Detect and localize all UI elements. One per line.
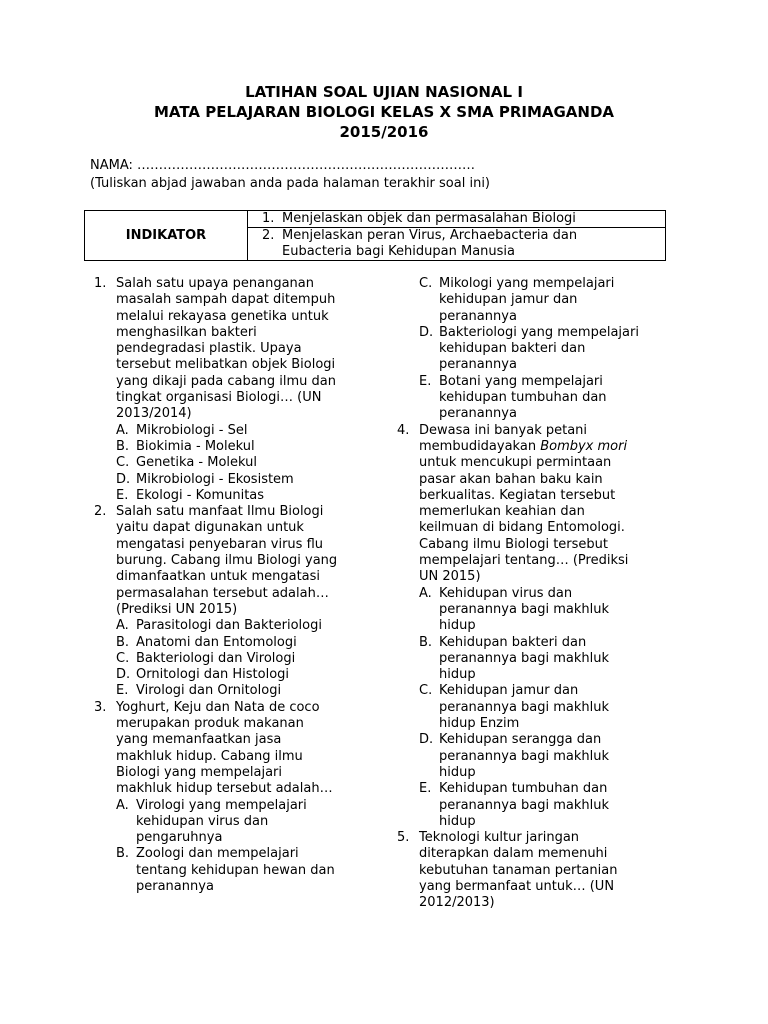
option-text: Biokimia - Molekul: [136, 438, 255, 454]
option-text: Kehidupan bakteri dan: [439, 634, 587, 650]
option-letter: E.: [116, 683, 129, 699]
option-text: Botani yang mempelajari: [439, 373, 603, 389]
option-letter: C.: [116, 650, 130, 666]
question-text: Yoghurt, Keju dan Nata de coco: [116, 699, 320, 715]
option-text: Ornitologi dan Histologi: [136, 667, 290, 683]
answer-option: [116, 439, 386, 455]
question-text: Cabang ilmu Biologi tersebut: [419, 536, 608, 552]
option-text: peranannya bagi makhluk: [439, 601, 610, 617]
option-text: Anatomi dan Entomologi: [136, 634, 297, 650]
indicator-item-1: [248, 211, 666, 228]
option-text: peranannya bagi makhluk: [439, 748, 610, 764]
question-text: 2013/2014): [116, 406, 192, 422]
option-letter: A.: [116, 422, 129, 438]
option-letter: D.: [116, 667, 131, 683]
option-letter: A.: [116, 797, 129, 813]
option-letter: E.: [116, 487, 129, 503]
answer-option: [116, 635, 386, 651]
answer-option: [419, 325, 687, 374]
question-text: (Prediksi UN 2015): [116, 601, 238, 617]
question-text: tingkat organisasi Biologi… (UN: [116, 390, 322, 406]
option-letter: B.: [116, 634, 130, 650]
question-number: 3.: [94, 699, 107, 715]
question-text: untuk mencukupi permintaan: [419, 455, 612, 471]
option-letter: D.: [419, 324, 434, 340]
question-text: Biologi yang mempelajari: [116, 764, 283, 780]
question-text: dimanfaatkan untuk mengatasi: [116, 569, 321, 585]
question-text: kebutuhan tanaman pertanian: [419, 862, 618, 878]
option-text: Ekologi - Komunitas: [136, 487, 265, 503]
question-4: [397, 423, 687, 830]
answer-option: [116, 798, 386, 847]
question-text: 2012/2013): [419, 895, 495, 911]
answer-option: [419, 635, 687, 684]
question-text: tersebut melibatkan objek Biologi: [116, 357, 336, 373]
question-1: [94, 276, 386, 504]
answer-option: [116, 683, 386, 699]
document-year: 2015/2016: [339, 123, 429, 141]
option-text: peranannya: [136, 878, 214, 894]
question-text: yang memanfaatkan jasa: [116, 732, 282, 748]
question-2: [94, 504, 386, 700]
question-number: 5.: [397, 830, 410, 846]
question-text: mempelajari tentang… (Prediksi: [419, 553, 629, 569]
answer-option: [116, 423, 386, 439]
option-text: peranannya: [439, 357, 517, 373]
option-text: peranannya bagi makhluk: [439, 650, 610, 666]
answer-option: [419, 374, 687, 423]
question-text: pendegradasi plastik. Upaya: [116, 341, 302, 357]
question-text: masalah sampah dapat ditempuh: [116, 292, 336, 308]
question-text: Teknologi kultur jaringan: [419, 830, 580, 846]
option-letter: C.: [116, 455, 130, 471]
question-text: keilmuan di bidang Entomologi.: [419, 520, 625, 536]
option-letter: E.: [419, 373, 432, 389]
option-text: Kehidupan virus dan: [439, 585, 573, 601]
question-text: permasalahan tersebut adalah…: [116, 585, 329, 601]
question-text: diterapkan dalam memenuhi: [419, 846, 608, 862]
indicator-item-text: Menjelaskan peran Virus, Archaebacteria dan: [282, 228, 578, 243]
option-text: kehidupan tumbuhan dan: [439, 390, 607, 406]
option-letter: D.: [419, 732, 434, 748]
option-text: Zoologi dan mempelajari: [136, 846, 299, 862]
question-text: Salah satu manfaat Ilmu Biologi: [116, 504, 324, 520]
question-3-continued: [397, 276, 687, 423]
instruction-text: (Tuliskan abjad jawaban anda pada halaman terakhir soal ini): [90, 176, 491, 191]
question-number: 4.: [397, 422, 410, 438]
answer-option: [116, 455, 386, 471]
indicator-label: INDIKATOR: [85, 211, 248, 261]
question-text: memerlukan keahian dan: [419, 504, 585, 520]
option-text: Mikrobiologi - Ekosistem: [136, 471, 294, 487]
question-text: mengatasi penyebaran virus flu: [116, 536, 324, 552]
option-text: hidup: [439, 618, 476, 634]
question-number: 2.: [94, 504, 107, 520]
indicator-item-number: 1.: [262, 211, 275, 226]
option-letter: E.: [419, 781, 432, 797]
option-letter: B.: [419, 634, 433, 650]
question-text: pasar akan bahan baku kain: [419, 471, 603, 487]
option-letter: D.: [116, 471, 131, 487]
question-number: 1.: [94, 276, 107, 291]
option-letter: B.: [116, 846, 130, 862]
indicator-table: [84, 210, 666, 261]
option-text: Bakteriologi dan Virologi: [136, 650, 296, 666]
answer-option: [116, 667, 386, 683]
question-text: merupakan produk makanan: [116, 716, 304, 732]
option-text: kehidupan bakteri dan: [439, 341, 586, 357]
question-text: [419, 439, 687, 455]
option-text: Virologi yang mempelajari: [136, 797, 307, 813]
option-text: Mikrobiologi - Sel: [136, 422, 248, 438]
option-letter: C.: [419, 683, 433, 699]
option-letter: A.: [419, 585, 432, 601]
answer-option: [419, 732, 687, 781]
answer-option: [116, 651, 386, 667]
indicator-item-text: Eubacteria bagi Kehidupan Manusia: [282, 244, 516, 259]
question-text: berkualitas. Kegiatan tersebut: [419, 487, 616, 503]
option-text: Bakteriologi yang mempelajari: [439, 324, 639, 340]
option-text: Kehidupan jamur dan: [439, 683, 579, 699]
option-text: tentang kehidupan hewan dan: [136, 862, 335, 878]
document-title: LATIHAN SOAL UJIAN NASIONAL I: [245, 83, 523, 101]
option-text: peranannya: [439, 308, 517, 324]
answer-option: [116, 488, 386, 504]
question-text: Salah satu upaya penanganan: [116, 276, 314, 291]
option-text: Kehidupan tumbuhan dan: [439, 781, 608, 797]
option-text: Genetika - Molekul: [136, 455, 257, 471]
option-text: Kehidupan serangga dan: [439, 732, 602, 748]
question-text-part: membudidayakan: [419, 438, 541, 454]
question-5: [397, 830, 687, 911]
question-text: yang dikaji pada cabang ilmu dan: [116, 373, 337, 389]
question-text: Dewasa ini banyak petani: [419, 422, 588, 438]
document-subtitle: MATA PELAJARAN BIOLOGI KELAS X SMA PRIMAGANDA: [153, 103, 615, 121]
species-name: Bombyx mori: [540, 438, 628, 454]
answer-option: [419, 781, 687, 830]
answer-option: [419, 586, 687, 635]
option-text: Mikologi yang mempelajari: [439, 276, 615, 291]
question-text: menghasilkan bakteri: [116, 324, 257, 340]
name-field-line: NAMA: ……………………………………………………………………: [90, 158, 476, 173]
option-text: peranannya: [439, 406, 517, 422]
option-text: kehidupan virus dan: [136, 813, 269, 829]
question-text: makhluk hidup tersebut adalah…: [116, 781, 333, 797]
answer-option: [116, 846, 386, 895]
question-text: melalui rekayasa genetika untuk: [116, 308, 329, 324]
option-text: Parasitologi dan Bakteriologi: [136, 618, 322, 634]
option-text: hidup Enzim: [439, 716, 520, 732]
right-column: [397, 276, 687, 912]
question-text: yaitu dapat digunakan untuk: [116, 520, 304, 536]
answer-option: [419, 276, 687, 325]
indicator-item-text: Menjelaskan objek dan permasalahan Biologi: [282, 211, 576, 226]
option-letter: B.: [116, 438, 130, 454]
option-text: hidup: [439, 764, 476, 780]
answer-option: [116, 472, 386, 488]
indicator-item-2: [248, 228, 666, 261]
answer-option: [116, 618, 386, 634]
option-text: hidup: [439, 667, 476, 683]
option-text: pengaruhnya: [136, 830, 223, 846]
option-text: kehidupan jamur dan: [439, 292, 578, 308]
left-column: [94, 276, 386, 895]
question-text: UN 2015): [419, 569, 481, 585]
question-text: makhluk hidup. Cabang ilmu: [116, 748, 303, 764]
option-text: peranannya bagi makhluk: [439, 797, 610, 813]
option-letter: C.: [419, 276, 433, 291]
option-letter: A.: [116, 618, 129, 634]
option-text: peranannya bagi makhluk: [439, 699, 610, 715]
option-text: hidup: [439, 813, 476, 829]
question-text: burung. Cabang ilmu Biologi yang: [116, 553, 338, 569]
question-text: yang bermanfaat untuk… (UN: [419, 878, 615, 894]
answer-option: [419, 683, 687, 732]
indicator-item-number: 2.: [262, 228, 275, 243]
option-text: Virologi dan Ornitologi: [136, 683, 282, 699]
question-3: [94, 700, 386, 896]
